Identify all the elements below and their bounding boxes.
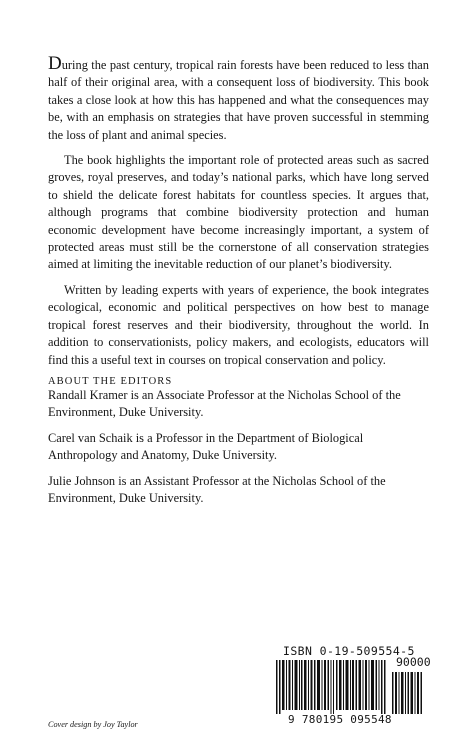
price-code: 90000 — [396, 655, 431, 669]
description-paragraph-3: Written by leading experts with years of experience, the book integrates ecological, economic and political perspectives on how best to manage tropical forest reserves and their biodiversity, throughout the world. In addition to conservationists, policy makers, and ecologists, educators will find this a useful text in courses on tropical conservation and policy. — [48, 282, 429, 367]
isbn-label: ISBN 0-19-509554-5 — [283, 644, 415, 658]
cover-design-credit: Cover design by Joy Taylor — [48, 720, 138, 729]
drop-cap: D — [48, 53, 62, 74]
description-paragraph-2: The book highlights the important role of protected areas such as sacred groves, royal preserves, and today’s national parks, which have long served to shield the delicate forest habitats for countless species. It argues that, although programs that combine biodiversity protection and human economic development have become increasingly important, a system of protected areas must still be the cornerstone of all conservation strategies aimed at limiting the inevitable reduction of our planet’s biodiversity. — [48, 153, 429, 272]
editors-list — [48, 387, 429, 515]
book-description — [48, 53, 429, 377]
about-editors-heading: ABOUT THE EDITORS — [48, 376, 173, 387]
description-paragraph-1 — [48, 53, 429, 144]
editor-bio-johnson: Julie Johnson is an Assistant Professor at the Nicholas School of the Environment, Duke University. — [48, 473, 386, 506]
editor-bio-kramer: Randall Kramer is an Associate Professor at the Nicholas School of the Environment, Duke University. — [48, 388, 401, 420]
description-paragraph-1-text: uring the past century, tropical rain forests have been reduced to less than half of their original area, with a consequent loss of biodiversity. This book takes a close look at how this has happened and what the consequences may be, with an emphasis on strategies that have proven successful in stemming the loss of plant and animal species. — [48, 58, 429, 142]
editor-bio-van-schaik: Carel van Schaik is a Professor in the Department of Biological Anthropology and Anatomy, Duke University. — [48, 430, 364, 463]
barcode-digits: 9 780195 095548 — [288, 713, 392, 726]
